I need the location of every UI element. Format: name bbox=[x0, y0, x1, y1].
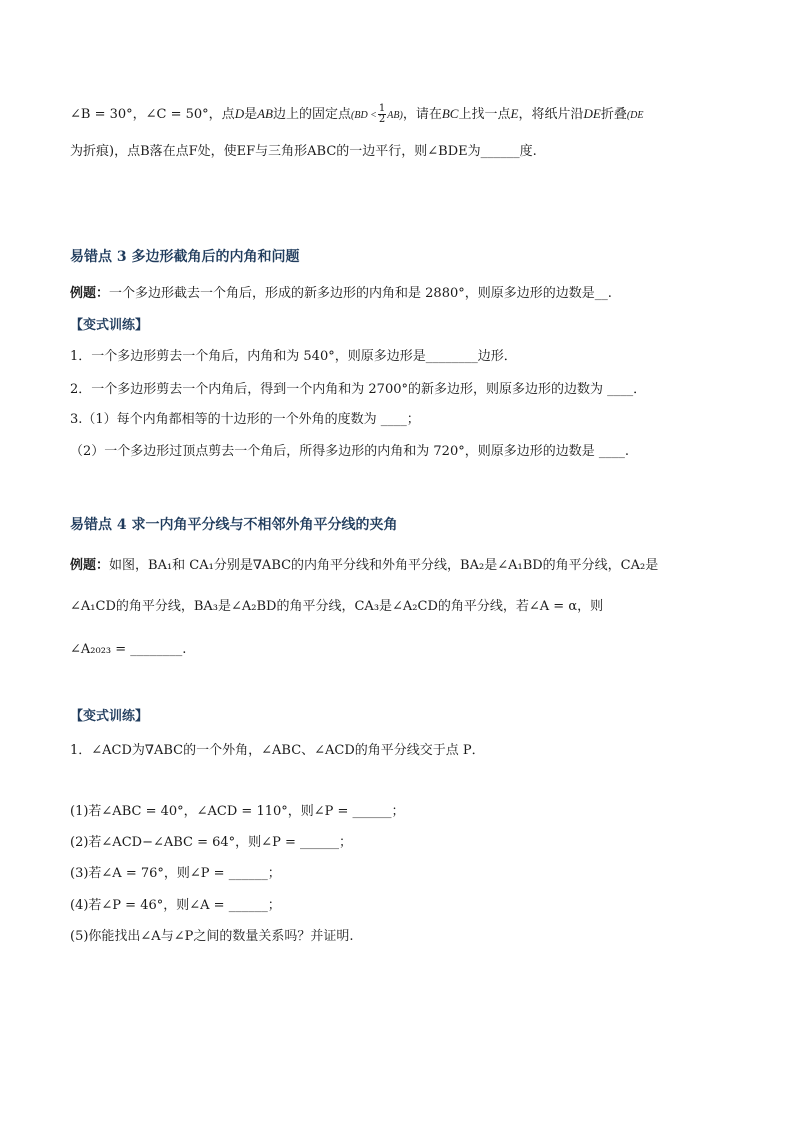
point-d: D bbox=[234, 106, 245, 121]
segment-de: DE bbox=[583, 106, 601, 121]
section3-example bbox=[70, 284, 734, 304]
section4-example-line-2: ∠A₁CD的角平分线，BA₃是∠A₂BD的角平分线，CA₃是∠A₂CD的角平分线，若∠A = α，则 bbox=[70, 599, 604, 614]
problem-line-1 bbox=[70, 104, 734, 126]
segment-ab: AB bbox=[257, 106, 273, 121]
problem-text: 边上的固定点 bbox=[272, 107, 351, 122]
sub-item-5: (5)你能找出∠A与∠P之间的数量关系吗？并证明. bbox=[70, 929, 354, 944]
example-text: 如图，BA₁和 CA₁分别是∇ABC的内角平分线和外角平分线，BA₂是∠A₁BD的角平分线，CA₂是 bbox=[109, 558, 659, 573]
example-label: 例题： bbox=[70, 286, 110, 301]
section3-title: 易错点 3 多边形截角后的内角和问题 bbox=[70, 249, 300, 265]
section3-item-4: （2）一个多边形过顶点剪去一个角后，所得多边形的内角和为 720°，则原多边形的边数是 ____. bbox=[70, 444, 629, 459]
segment-de: (DE bbox=[626, 110, 644, 121]
section4-variant-title: 【变式训练】 bbox=[70, 709, 149, 724]
condition-text: (BD < bbox=[351, 110, 377, 121]
problem-text: 上找一点 bbox=[458, 107, 511, 122]
problem-line-2: 为折痕)，点B落在点F处，使EF与三角形ABC的一边平行，则∠BDE为______度. bbox=[70, 144, 537, 159]
sub-item-3: (3)若∠A = 76°，则∠P = ______； bbox=[70, 866, 281, 881]
fraction-denominator: 2 bbox=[378, 114, 386, 125]
problem-text: 折叠 bbox=[600, 107, 627, 122]
section4-question-1: 1．∠ACD为∇ABC的一个外角，∠ABC、∠ACD的角平分线交于点 P． bbox=[70, 743, 485, 758]
problem-text: ∠B = 30°，∠C = 50°，点 bbox=[70, 107, 235, 122]
section4-example-line-1 bbox=[70, 556, 734, 576]
example-text: 一个多边形截去一个角后，形成的新多边形的内角和是 2880°，则原多边形的边数是__. bbox=[109, 286, 612, 301]
condition-text: AB) bbox=[387, 110, 403, 121]
fraction-half bbox=[378, 104, 386, 125]
section3-variant-title: 【变式训练】 bbox=[70, 318, 149, 333]
section4-title: 易错点 4 求一内角平分线与不相邻外角平分线的夹角 bbox=[70, 517, 398, 533]
example-label: 例题： bbox=[70, 558, 110, 573]
sub-item-4: (4)若∠P = 46°，则∠A = ______； bbox=[70, 898, 281, 913]
sub-item-2: (2)若∠ACD−∠ABC = 64°，则∠P = ______； bbox=[70, 835, 352, 850]
sub-item-1: (1)若∠ABC = 40°，∠ACD = 110°，则∠P = ______； bbox=[70, 804, 405, 819]
section3-item-2: 2．一个多边形剪去一个内角后，得到一个内角和为 2700°的新多边形，则原多边形的边数为 ____． bbox=[70, 382, 647, 397]
section3-item-1: 1．一个多边形剪去一个角后，内角和为 540°，则原多边形是________边形． bbox=[70, 349, 517, 364]
segment-bc: BC bbox=[441, 106, 459, 121]
fraction-numerator: 1 bbox=[378, 103, 386, 114]
problem-text: 是 bbox=[244, 107, 258, 122]
section3-item-3: 3.（1）每个内角都相等的十边形的一个外角的度数为 ____； bbox=[70, 412, 420, 427]
problem-text: ，将纸片沿 bbox=[518, 107, 584, 122]
problem-text: ，请在 bbox=[402, 107, 442, 122]
section4-example-line-3: ∠A₂₀₂₃ = ________. bbox=[70, 642, 187, 657]
point-e: E bbox=[510, 106, 519, 121]
